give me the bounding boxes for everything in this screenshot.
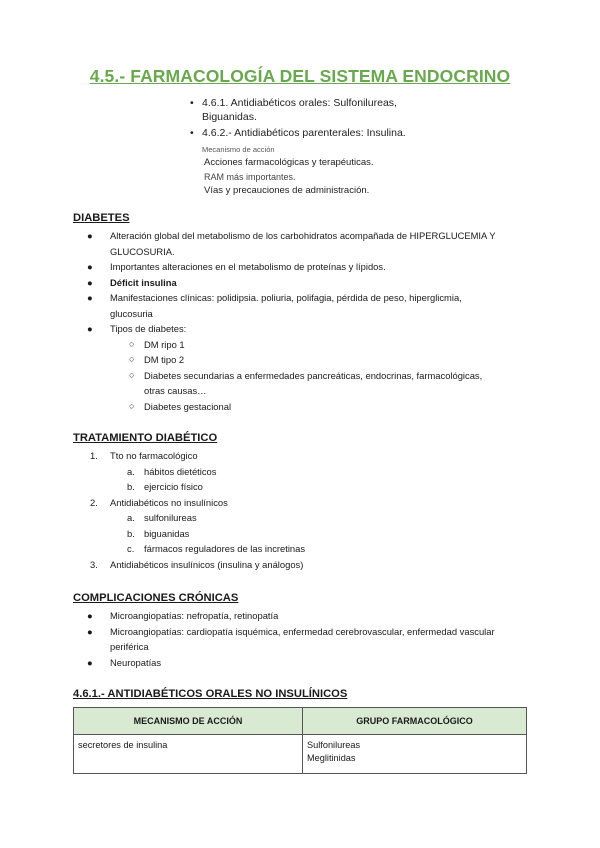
- list-item: [73, 448, 533, 464]
- list-text: Microangiopatías: cardiopatía isquémica, enfermedad cerebrovascular, enfermedad vascular: [110, 625, 495, 637]
- diabetes-list: [73, 228, 533, 414]
- sub-list-item: [73, 352, 533, 368]
- circle-bullet-icon: ○: [129, 354, 135, 364]
- list-item: [73, 290, 533, 321]
- heading-complicaciones: COMPLICACIONES CRÓNICAS: [73, 592, 239, 604]
- list-number: 1.: [90, 450, 98, 461]
- outline-sub: Acciones farmacológicas y terapéuticas.: [204, 157, 374, 168]
- list-letter: a.: [127, 465, 135, 477]
- outline-sub: Vías y precauciones de administración.: [204, 185, 370, 196]
- list-letter: b.: [127, 527, 135, 539]
- sub-list-item: [73, 510, 533, 526]
- circle-bullet-icon: ○: [129, 400, 135, 411]
- list-text: Alteración global del metabolismo de los carbohidratos acompañada de HIPERGLUCEMIA Y: [110, 230, 496, 241]
- list-text: Importantes alteraciones en el metabolismo de proteínas y lípidos.: [110, 261, 386, 272]
- list-text: otras causas…: [144, 385, 207, 396]
- list-text: hábitos dietéticos: [144, 465, 217, 477]
- list-item: [73, 624, 533, 655]
- list-text: Antidiabéticos no insulínicos: [110, 496, 228, 508]
- list-text: fármacos reguladores de las incretinas: [144, 543, 306, 554]
- bullet-icon: ●: [87, 323, 93, 334]
- sub-list-item: [73, 541, 533, 557]
- list-text: Tipos de diabetes:: [110, 323, 187, 334]
- drug-table: [73, 707, 527, 774]
- bullet-icon: ●: [87, 261, 93, 272]
- bullet-icon: ●: [87, 276, 93, 288]
- list-text: DM ripo 1: [144, 338, 185, 350]
- heading-tratamiento: TRATAMIENTO DIABÉTICO: [73, 432, 218, 444]
- outline-text: 4.6.1. Antidiabéticos orales: Sulfonilureas,: [202, 97, 397, 109]
- cell-text: Sulfonilureas: [307, 740, 361, 750]
- list-item: [73, 275, 533, 291]
- list-text: Diabetes gestacional: [144, 400, 232, 412]
- outline-item: [190, 96, 450, 124]
- outline-mechanism: Mecanismo de acción: [202, 145, 275, 154]
- circle-bullet-icon: ○: [129, 369, 135, 380]
- table-cell: [303, 735, 527, 774]
- outline-item: [190, 126, 450, 140]
- list-item: [73, 321, 533, 337]
- table-cell: [74, 735, 303, 774]
- outline-sub: RAM más importantes.: [204, 172, 296, 182]
- list-item: [73, 228, 533, 259]
- page-title: 4.5.- FARMACOLOGÍA DEL SISTEMA ENDOCRINO: [89, 66, 511, 86]
- list-letter: c.: [127, 543, 135, 554]
- list-text: Antidiabéticos insulínicos (insulina y análogos): [110, 558, 304, 570]
- table-header-row: [74, 708, 527, 735]
- tratamiento-list: [73, 448, 533, 572]
- sub-list-item: [73, 464, 533, 480]
- list-letter: a.: [127, 512, 135, 523]
- list-text: Neuropatías: [110, 656, 162, 668]
- sub-list-item: [73, 399, 533, 415]
- table-header-cell: GRUPO FARMACOLÓGICO: [303, 708, 527, 735]
- list-text: Microangiopatías: nefropatía, retinopatía: [110, 610, 279, 621]
- list-item: [73, 495, 533, 511]
- table-header-cell: MECANISMO DE ACCIÓN: [74, 708, 303, 735]
- bullet-icon: ●: [87, 625, 93, 637]
- sub-list-item: [73, 368, 533, 399]
- list-text: GLUCOSURIA.: [110, 245, 175, 257]
- list-text: Déficit insulina: [110, 276, 177, 288]
- outline-text: Biguanidas.: [202, 111, 257, 123]
- heading-diabetes: DIABETES: [73, 212, 130, 224]
- complicaciones-list: [73, 608, 533, 670]
- list-item: [73, 655, 533, 671]
- list-item: [73, 557, 533, 573]
- list-number: 2.: [90, 496, 98, 508]
- list-text: glucosuria: [110, 307, 153, 319]
- bullet-icon: ●: [87, 292, 93, 303]
- list-text: periférica: [110, 641, 149, 652]
- table-row: [74, 735, 527, 774]
- bullet-icon: ●: [87, 230, 93, 241]
- list-letter: b.: [127, 481, 135, 492]
- list-text: Diabetes secundarias a enfermedades pancreáticas, endocrinas, farmacológicas,: [144, 369, 483, 381]
- bullet-icon: ●: [87, 656, 93, 668]
- list-text: sulfonilureas: [144, 512, 197, 523]
- list-text: biguanidas: [144, 527, 190, 539]
- circle-bullet-icon: ○: [129, 338, 135, 349]
- cell-text: secretores de insulina: [78, 740, 168, 750]
- list-item: [73, 259, 533, 275]
- list-text: ejercicio físico: [144, 481, 203, 492]
- list-item: [73, 608, 533, 624]
- pasted-outline: [190, 96, 450, 198]
- list-text: Manifestaciones clínicas: polidipsia. poliuria, polifagia, pérdida de peso, hiperglicmia,: [110, 292, 462, 303]
- heading-section-461: 4.6.1.- ANTIDIABÉTICOS ORALES NO INSULÍNICOS: [73, 688, 348, 700]
- sub-list-item: [73, 337, 533, 353]
- sub-list-item: [73, 526, 533, 542]
- list-text: DM tipo 2: [144, 354, 185, 365]
- bullet-icon: ●: [87, 610, 93, 621]
- list-text: Tto no farmacológico: [110, 450, 198, 461]
- list-number: 3.: [90, 558, 98, 570]
- cell-text: Meglitinidas: [307, 753, 356, 763]
- sub-list-item: [73, 479, 533, 495]
- outline-text: 4.6.2.- Antidiabéticos parenterales: Insulina.: [202, 127, 406, 139]
